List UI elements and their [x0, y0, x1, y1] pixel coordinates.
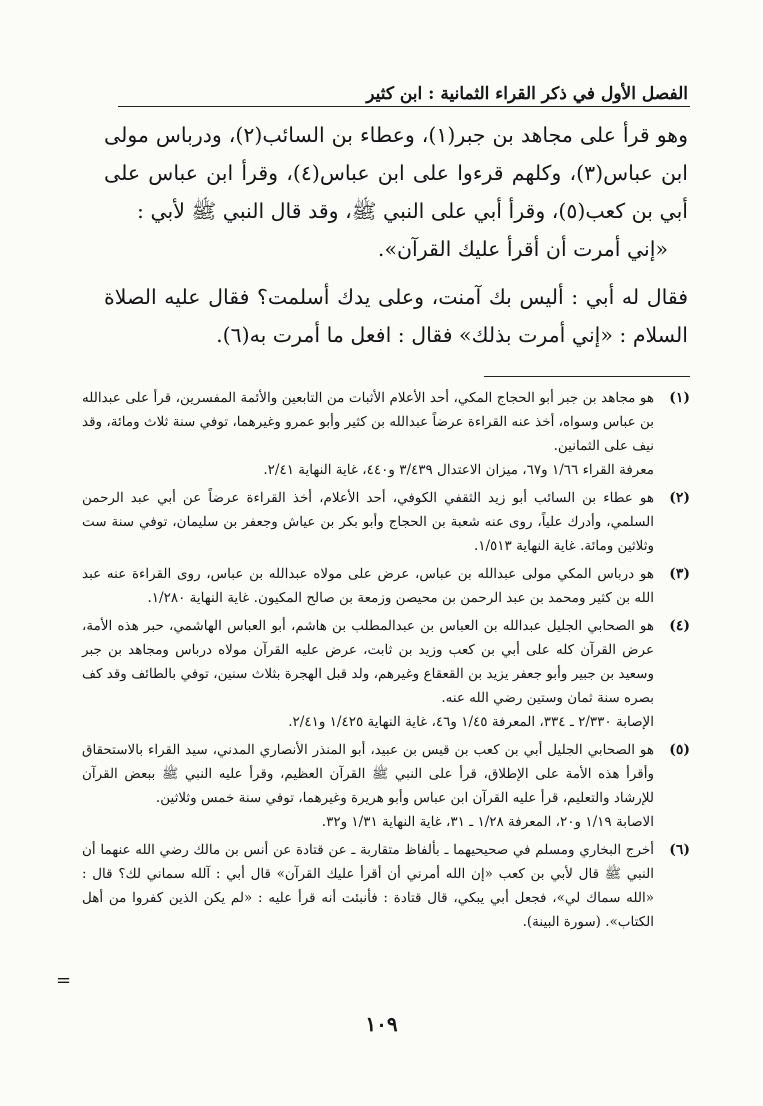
main-text [104, 116, 688, 354]
footnote-number: (١) [669, 390, 690, 406]
header-rule [118, 106, 690, 107]
main-paragraph-1: وهو قرأ على مجاهد بن جبر(١)، وعطاء بن السائب(٢)، ودرباس مولى ابن عباس(٣)، وكلهم قرءوا على ابن عباس(٤)، وقرأ ابن عباس على أبي بن كعب(٥)، وقرأ أبي على النبي ﷺ، وقد قال النبي ﷺ لأبي : [104, 123, 688, 223]
footnote-separator [484, 376, 690, 377]
footnote-text [82, 562, 654, 610]
footnote-line: هو عطاء بن السائب أبو زيد الثقفي الكوفي، أحد الأعلام، أخذ القراءة عرضاً عن أبي عبد الرحمن السلمي، وأدرك علياً، روى عنه شعبة بن الحجاج وأبو بكر بن عياش وجعفر بن سليمان، توفي سنة ست وثلاثين ومائة. غاية النهاية ١/٥١٣. [82, 490, 654, 554]
footnote-reference: معرفة القراء ١/٦٦ و٦٧، ميزان الاعتدال ٣/٤٣٩ و٤٤٠، غاية النهاية ٢/٤١. [263, 462, 654, 478]
footnote-text [82, 386, 654, 482]
footnote-number: (٦) [669, 842, 690, 858]
footnote [82, 838, 690, 934]
footnote-reference: الاصابة ١/١٩ و٢٠، المعرفة ١/٢٨ ـ ٣١، غاية النهاية ١/٣١ و٣٢. [321, 814, 654, 830]
page-number: ١٠٩ [365, 1012, 398, 1036]
footnote-number: (٤) [669, 618, 690, 634]
footnote-line: هو درباس المكي مولى عبدالله بن عباس، عرض على مولاه عبدالله بن عباس، روى القراءة عنه عبد الله بن كثير ومحمد بن عبد الرحمن بن محيصن وزمعة بن صالح المكيون. غاية النهاية ١/٢٨٠. [82, 566, 654, 606]
footnote-text [82, 738, 654, 834]
footnote-number: (٥) [669, 742, 690, 758]
hadith-quote: «إني أمرت أن أقرأ عليك القرآن». [377, 237, 668, 261]
footnote [82, 562, 690, 610]
footnote-text [82, 838, 654, 934]
footnote-text [82, 486, 654, 558]
footnote-line: هو الصحابي الجليل عبدالله بن العباس بن عبدالمطلب بن هاشم، أبو العباس الهاشمي، حبر هذه الأمة، عرض القرآن كله على أبي بن كعب وزيد بن ثابت، عرض عليه القرآن مولاه درباس ومجاهد بن جبر وسعيد بن جبير وأبو جعفر يزيد بن القعقاع وغيرهم، ولد قبل الهجرة بثلاث سنين، توفي بالطائف وقد كف بصره سنة ثمان وستين رضي الله عنه. [82, 618, 654, 706]
continuation-mark: = [56, 970, 72, 991]
footnote-line: أخرج البخاري ومسلم في صحيحيهما ـ بألفاظ متقاربة ـ عن قتادة عن أنس بن مالك رضي الله عنهما أن النبي ﷺ قال لأبي بن كعب «إن الله أمرني أن أقرأ عليك القرآن» قال أبي : آلله سماني لك؟ قال : «الله سماك لي»، فجعل أبي يبكي، قال قتادة : فأنبئت أنه قرأ عليه : «لم يكن الذين كفروا من أهل الكتاب». (سورة البينة). [82, 842, 654, 930]
footnote-number: (٣) [669, 566, 690, 582]
footnote-text [82, 614, 654, 734]
footnote-line: هو مجاهد بن جبر أبو الحجاج المكي، أحد الأعلام الأثبات من التابعين والأئمة المفسرين، قرأ على عبدالله بن عباس وسواه، أخذ عنه القراءة عرضاً عبدالله بن كثير وأبو عمرو وغيرهما، توفي سنة ثلاث ومائة، وقد نيف على الثمانين. [82, 390, 654, 454]
footnote [82, 738, 690, 834]
footnotes [82, 386, 690, 938]
footnote [82, 386, 690, 482]
running-head: الفصل الأول في ذكر القراء الثمانية : ابن كثير [366, 84, 688, 104]
footnote-number: (٢) [669, 490, 690, 506]
footnote [82, 614, 690, 734]
footnote [82, 486, 690, 558]
footnote-line: هو الصحابي الجليل أبي بن كعب بن قيس بن عبيد، أبو المنذر الأنصاري المدني، سيد القراء بالاستحقاق وأقرأ هذه الأمة على الإطلاق، قرأ على النبي ﷺ القرآن العظيم، وقرأ عليه النبي ﷺ ببعض القرآن للإرشاد والتعليم، قرأ عليه القرآن ابن عباس وأبو هريرة وغيرهما، توفي سنة خمس وثلاثين. [82, 742, 654, 806]
footnote-reference: الإصابة ٢/٣٣٠ ـ ٣٣٤، المعرفة ١/٤٥ و٤٦، غاية النهاية ١/٤٢٥ و٢/٤١. [288, 714, 654, 730]
main-paragraph-2: فقال له أبي : أليس بك آمنت، وعلى يدك أسلمت؟ فقال عليه الصلاة السلام : «إني أمرت بذلك» فقال : افعل ما أمرت به(٦). [104, 285, 688, 347]
